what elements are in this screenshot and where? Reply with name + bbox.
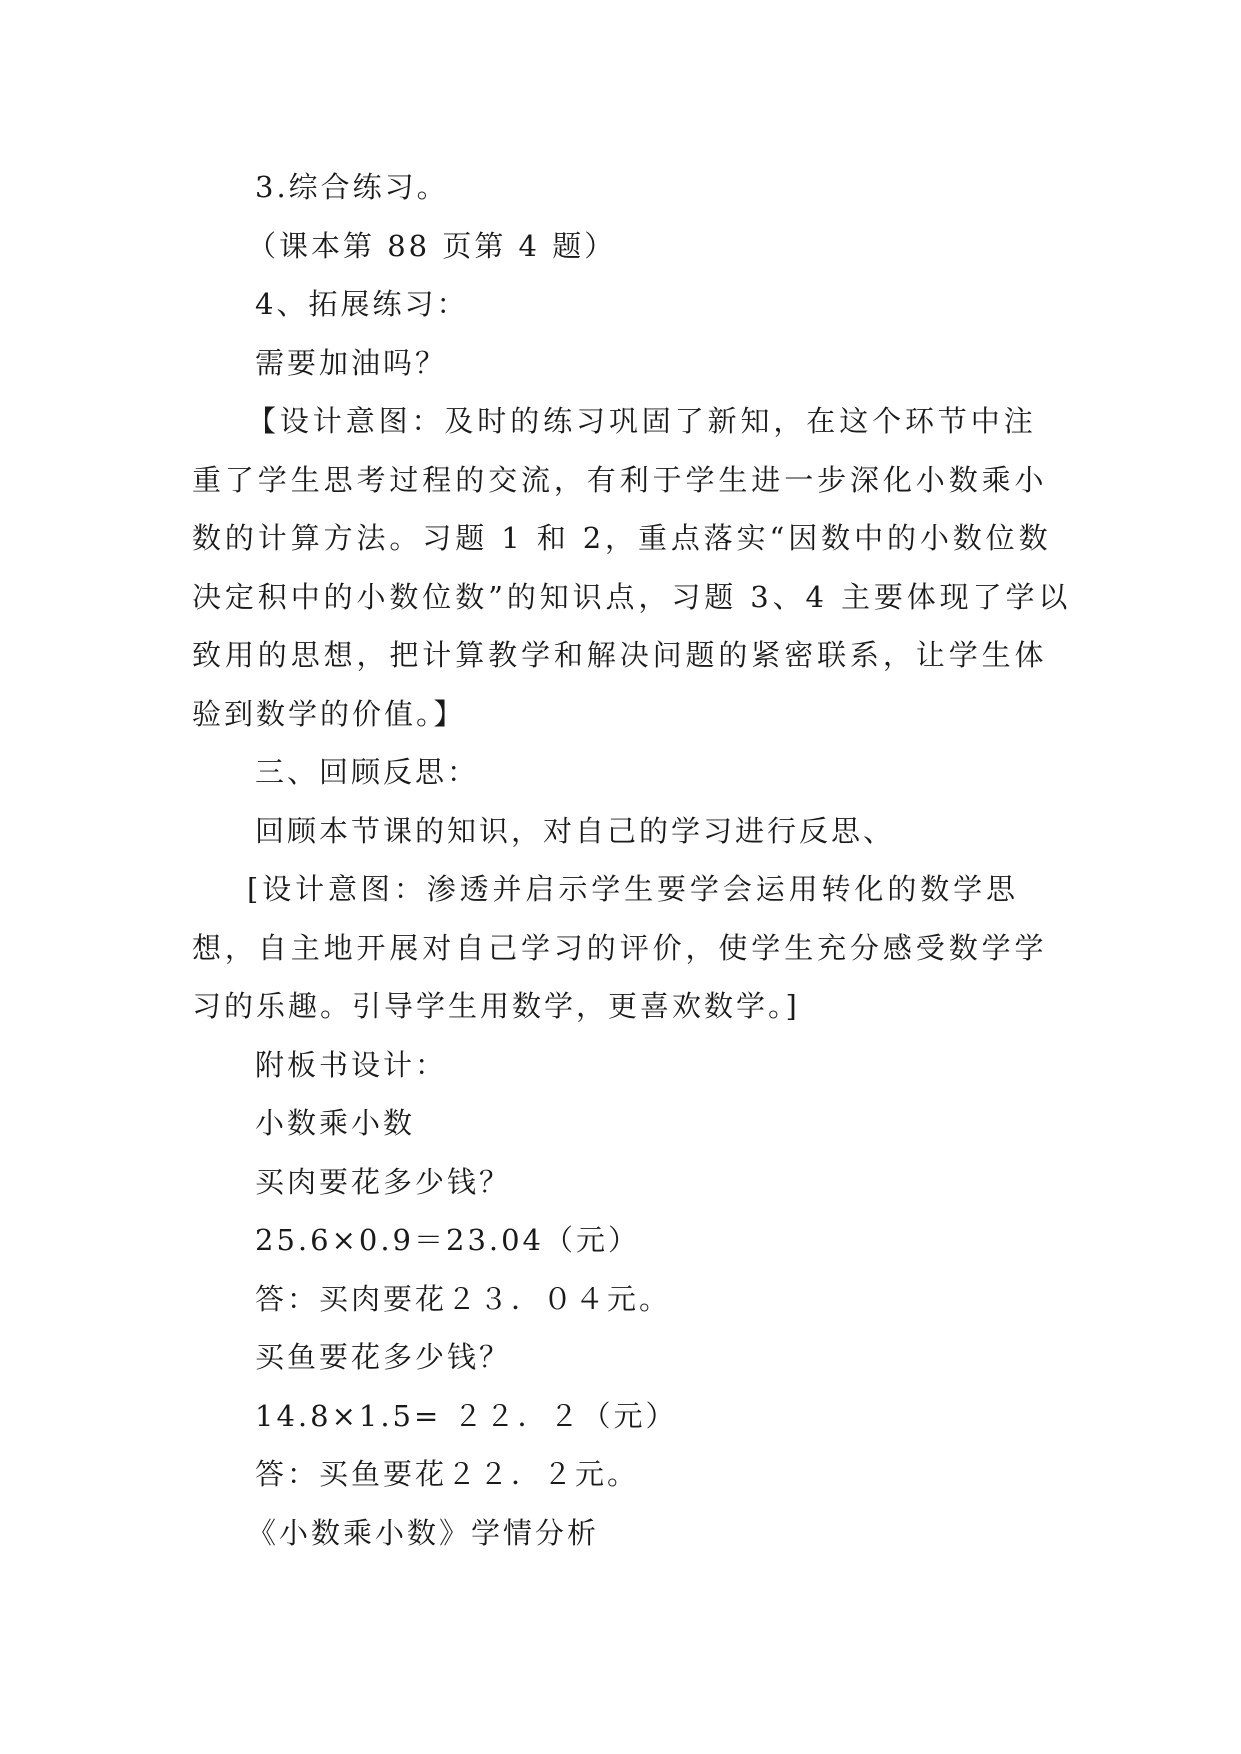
blackboard-answer: 答：买肉要花２３．０４元。: [255, 1281, 672, 1316]
design-intent-paragraph-line: 数的计算方法。习题 1 和 2，重点落实“因数中的小数位数: [192, 521, 1052, 555]
blackboard-answer: 答：买鱼要花２２．２元。: [255, 1457, 640, 1491]
textbook-reference: （课本第 88 页第 4 题）: [247, 228, 617, 263]
section-heading-review: 三、回顾反思：: [255, 755, 480, 789]
blackboard-equation: 14.8×1.5= ２２．２（元）: [255, 1398, 678, 1433]
design-intent-paragraph-line: [设计意图：渗透并启示学生要学会运用转化的数学思: [247, 872, 1019, 906]
design-intent-paragraph-line: 想，自主地开展对自己学习的评价，使学生充分感受数学学: [192, 930, 1048, 965]
design-intent-paragraph-line: 决定积中的小数位数”的知识点，习题 3、4 主要体现了学以: [192, 579, 1072, 614]
design-intent-paragraph-line: 习的乐趣。引导学生用数学，更喜欢数学。]: [192, 989, 800, 1023]
section-heading-comprehensive-practice: 3.综合练习。: [255, 170, 449, 204]
question-text: 需要加油吗？: [255, 345, 448, 380]
blackboard-title: 小数乘小数: [255, 1106, 416, 1140]
design-intent-paragraph-line: 重了学生思考过程的交流，有利于学生进一步深化小数乘小: [192, 462, 1048, 497]
blackboard-design-heading: 附板书设计：: [255, 1047, 448, 1082]
blackboard-question: 买肉要花多少钱？: [255, 1164, 512, 1199]
review-text: 回顾本节课的知识，对自己的学习进行反思、: [255, 813, 896, 848]
blackboard-question: 买鱼要花多少钱？: [255, 1340, 512, 1374]
document-body: [192, 158, 1072, 1562]
design-intent-paragraph-line: 【设计意图：及时的练习巩固了新知，在这个环节中注: [247, 404, 1037, 438]
design-intent-paragraph-line: 致用的思想，把计算教学和解决问题的紧密联系，让学生体: [192, 638, 1048, 672]
section-heading-extension-practice: 4、拓展练习：: [255, 287, 469, 321]
blackboard-equation: 25.6×0.9＝23.04（元）: [255, 1223, 641, 1257]
learning-analysis-title: 《小数乘小数》学情分析: [247, 1515, 600, 1550]
design-intent-paragraph-line: 验到数学的价值。】: [192, 696, 466, 731]
